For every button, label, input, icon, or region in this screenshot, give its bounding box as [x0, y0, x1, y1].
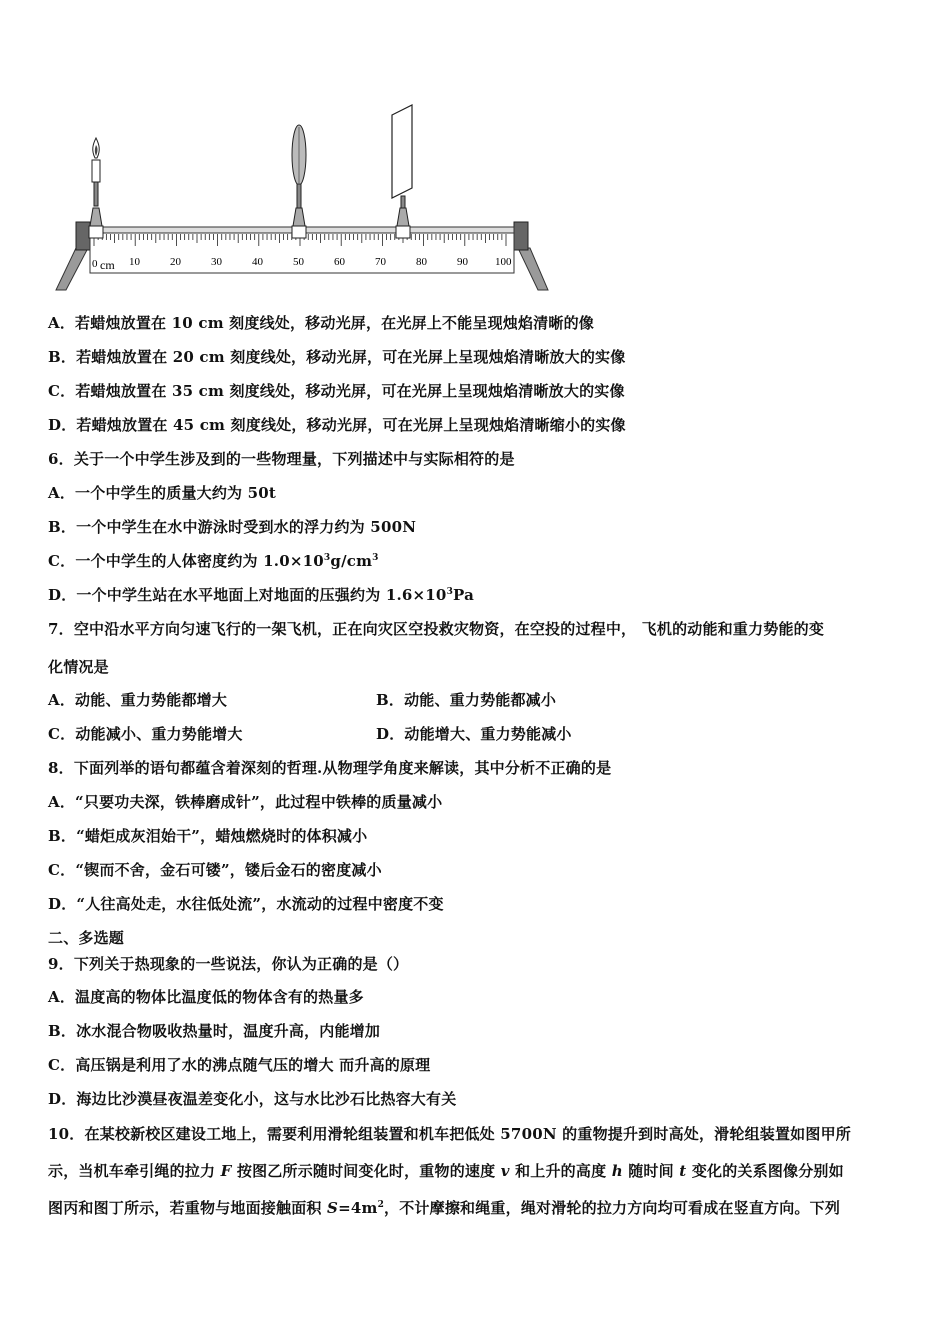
q6-stem: 6．关于一个中学生涉及到的一些物理量，下列描述中与实际相符的是 — [48, 450, 515, 468]
tick-label-60: 60 — [334, 256, 345, 268]
tick-label-30: 30 — [211, 256, 222, 268]
q9-option-b: B．冰水混合物吸收热量时，温度升高，内能增加 — [48, 1022, 381, 1040]
q10-line2: 示，当机车牵引绳的拉力 F 按图乙所示随时间变化时，重物的速度 v 和上升的高度 h 随时间 t 变化的关系图像分别如 — [48, 1162, 844, 1180]
q9-option-d: D．海边比沙漠昼夜温差变化小，这与水比沙石比热容大有关 — [48, 1090, 457, 1108]
unit-label: cm — [100, 258, 115, 272]
q7-option-b: B．动能、重力势能都减小 — [376, 691, 557, 709]
q10-line3: 图丙和图丁所示，若重物与地面接触面积 $S=4m^2$，不计摩擦和绳重，绳对滑轮的拉力方向均可看成在竖直方向。下列 — [48, 1199, 841, 1217]
q6-option-a: A．一个中学生的质量大约为 50t — [48, 484, 277, 502]
q5-option-a: A．若蜡烛放置在 10 cm 刻度线处，移动光屏，在光屏上不能呈现烛焰清晰的像 — [48, 314, 594, 332]
tick-label-80: 80 — [416, 256, 427, 268]
q8-stem: 8．下面列举的语句都蕴含着深刻的哲理.从物理学角度来解读，其中分析不正确的是 — [48, 759, 612, 777]
q8-option-a: A．“只要功夫深，铁棒磨成针”，此过程中铁棒的质量减小 — [48, 793, 443, 811]
right-end-block — [514, 222, 528, 250]
q5-option-c: C．若蜡烛放置在 35 cm 刻度线处，移动光屏，可在光屏上呈现烛焰清晰放大的实像 — [48, 382, 625, 400]
candle — [89, 138, 103, 238]
q9-option-c: C．高压锅是利用了水的沸点随气压的增大 而升高的原理 — [48, 1056, 431, 1074]
tick-label-90: 90 — [457, 256, 468, 268]
q8-option-b: B．“蜡炬成灰泪始干”，蜡烛燃烧时的体积减小 — [48, 827, 368, 845]
section-heading: 二、多选题 — [48, 929, 125, 947]
tick-label-70: 70 — [375, 256, 386, 268]
q7-stem-line1: 7．空中沿水平方向匀速飞行的一架飞机，正在向灾区空投救灾物资，在空投的过程中， 飞机的动能和重力势能的变 — [48, 620, 825, 638]
tick-label-40: 40 — [252, 256, 263, 268]
tick-label-100: 100 — [495, 256, 512, 268]
q8-option-c: C．“锲而不舍，金石可镂”，镂后金石的密度减小 — [48, 861, 382, 879]
convex-lens — [292, 125, 306, 238]
tick-label-20: 20 — [170, 256, 181, 268]
tick-label-50: 50 — [293, 256, 304, 268]
q6-option-d: D．一个中学生站在水平地面上对地面的压强约为 $1.6\times 10^3Pa$ — [48, 586, 475, 604]
q7-option-a: A．动能、重力势能都增大 — [48, 691, 228, 709]
left-end-block — [76, 222, 90, 250]
q6-option-c: C．一个中学生的人体密度约为 $1.0\times 10^3g/cm^3$ — [48, 552, 379, 570]
q8-option-d: D．“人往高处走，水往低处流”，水流动的过程中密度不变 — [48, 895, 444, 913]
left-leg — [56, 248, 88, 290]
q10-line1: 10．在某校新校区建设工地上，需要利用滑轮组装置和机车把低处 5700N 的重物提升到时高处，滑轮组装置如图甲所 — [48, 1125, 851, 1143]
light-screen — [392, 105, 412, 238]
q9-stem: 9．下列关于热现象的一些说法，你认为正确的是（） — [48, 955, 409, 973]
q6-option-b: B．一个中学生在水中游泳时受到水的浮力约为 500N — [48, 518, 417, 536]
tick-label-10: 10 — [129, 256, 140, 268]
q7-option-c: C．动能减小、重力势能增大 — [48, 725, 243, 743]
q7-option-d: D．动能增大、重力势能减小 — [376, 725, 572, 743]
right-leg — [518, 248, 548, 290]
q5-option-d: D．若蜡烛放置在 45 cm 刻度线处，移动光屏，可在光屏上呈现烛焰清晰缩小的实像 — [48, 416, 626, 434]
tick-label-0: 0 — [92, 258, 98, 270]
q9-option-a: A．温度高的物体比温度低的物体含有的热量多 — [48, 988, 364, 1006]
q5-option-b: B．若蜡烛放置在 20 cm 刻度线处，移动光屏，可在光屏上呈现烛焰清晰放大的实像 — [48, 348, 626, 366]
optical-bench-figure — [52, 100, 552, 295]
q7-stem-line2: 化情况是 — [48, 658, 109, 676]
